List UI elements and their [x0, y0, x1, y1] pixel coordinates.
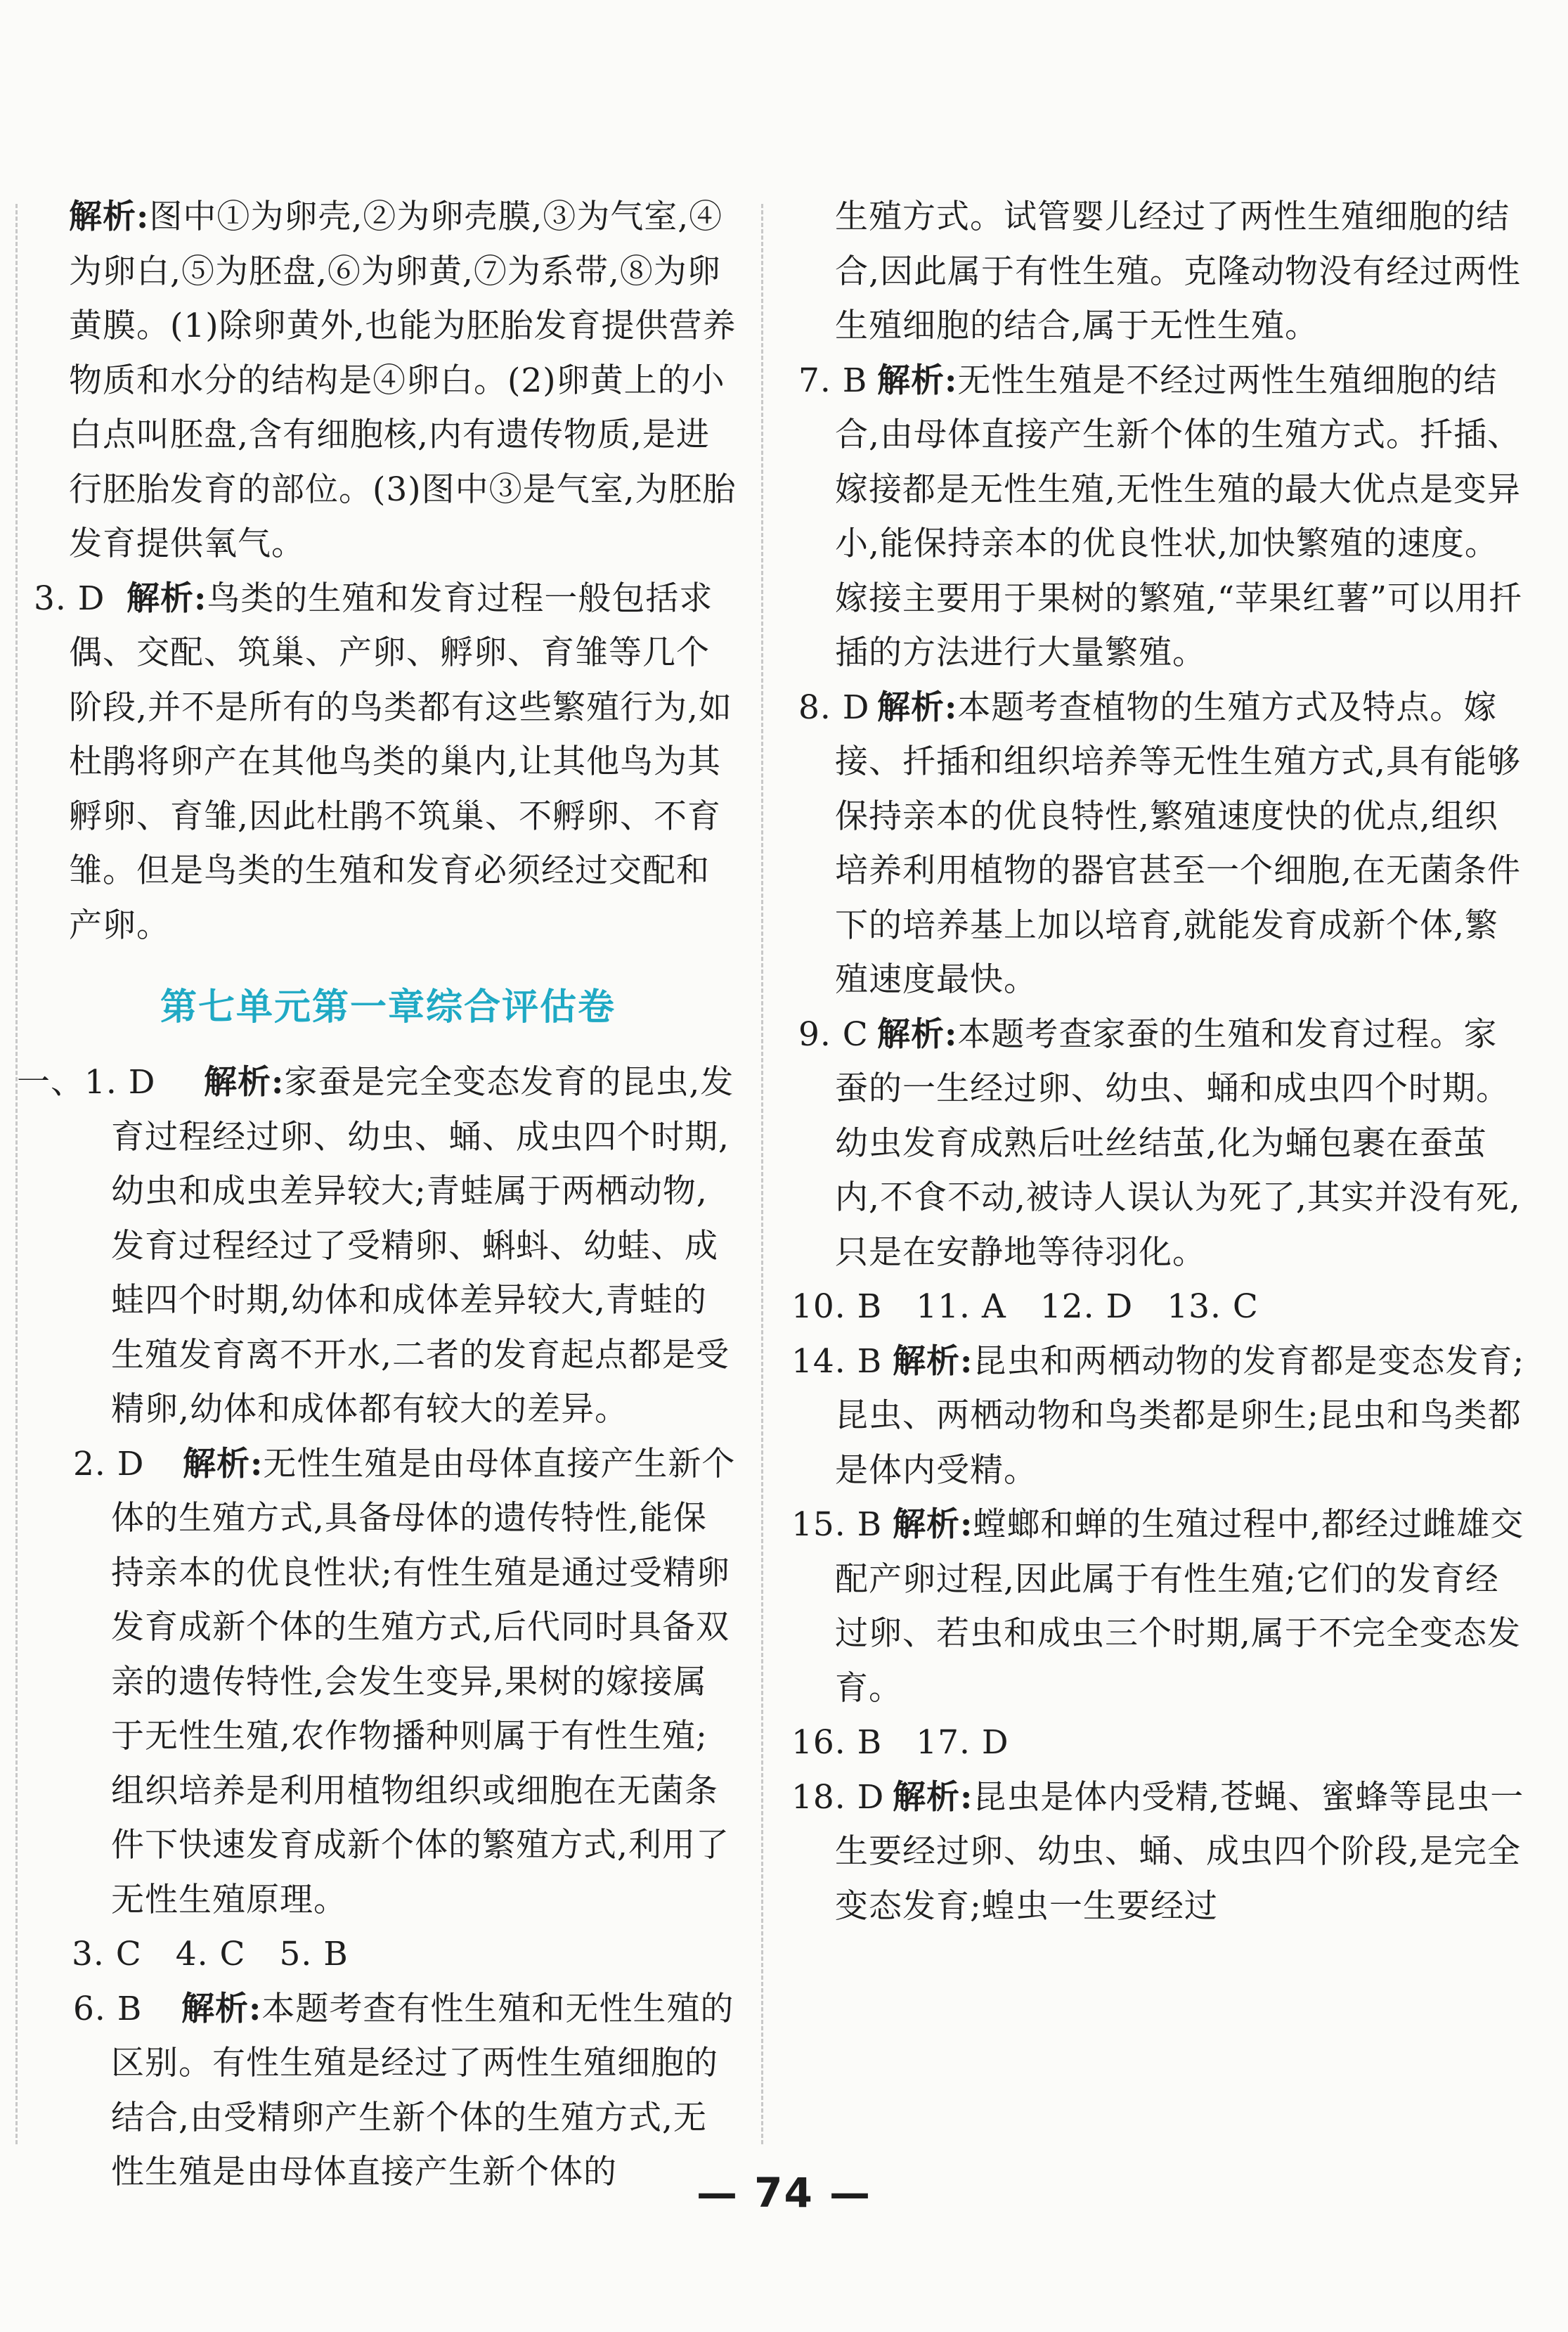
analysis-text: 无性生殖是由母体直接产生新个体的生殖方式,具备母体的遗传特性,能保持亲本的优良性状;有性生殖是通过受精卵发育成新个体的生殖方式,后代同时具备双亲的遗传特性,会发生变异,果树的嫁接属于无性生殖,农作物播种则属于有性生殖;组织培养是利用植物组织或细胞在无菌条件下快速发育成新个体的繁殖方式,利用了无性生殖原理。	[111, 1444, 736, 1919]
analysis-text: 昆虫和两栖动物的发育都是变态发育;昆虫、两栖动物和鸟类都是卵生;昆虫和鸟类都是体内受精。	[835, 1341, 1525, 1490]
answer-item-6	[37, 1982, 739, 2200]
left-column	[17, 190, 739, 2200]
analysis-label: 解析:	[181, 1989, 262, 2028]
answer-number: 18. D	[791, 1777, 885, 1817]
answer-number: 14. B	[791, 1341, 883, 1381]
analysis-text: 本题考查植物的生殖方式及特点。嫁接、扦插和组织培养等无性生殖方式,具有能够保持亲本的优良特性,繁殖速度快的优点,组织培养利用植物的器官甚至一个细胞,在无菌条件下的培养基上加以培育,就能发育成新个体,繁殖速度最快。	[835, 688, 1521, 999]
analysis-label: 解析:	[877, 361, 958, 400]
answer-items-10-13: 10. B 11. A 12. D 13. C	[791, 1287, 1259, 1326]
analysis-text: 家蚕是完全变态发育的昆虫,发育过程经过卵、幼虫、蛹、成虫四个时期,幼虫和成虫差异较大;青蛙属于两栖动物,发育过程经过了受精卵、蝌蚪、幼蛙、成蛙四个时期,幼体和成体差异较大,青蛙的生殖发育离不开水,二者的发育起点都是受精卵,幼体和成体都有较大的差异。	[111, 1063, 734, 1429]
right-column	[787, 190, 1525, 1933]
section-title: 第七单元第一章综合评估卷	[160, 986, 616, 1029]
answer-item-3	[34, 572, 739, 953]
answer-item-7	[787, 354, 1525, 681]
analysis-label: 解析:	[893, 1341, 973, 1381]
analysis-text: 鸟类的生殖和发育过程一般包括求偶、交配、筑巢、产卵、孵卵、育雏等几个阶段,并不是所有的鸟类都有这些繁殖行为,如杜鹃将卵产在其他鸟类的巢内,让其他鸟为其孵卵、育雏,因此杜鹃不筑巢、不孵卵、不育雏。但是鸟类的生殖和发育必须经过交配和产卵。	[69, 579, 732, 945]
answer-number: 6. B	[73, 1989, 143, 2028]
answer-items-3-5: 3. C 4. C 5. B	[72, 1935, 349, 1973]
answer-item-18	[787, 1770, 1525, 1934]
answer-number: 3. D	[34, 579, 105, 618]
analysis-label: 解析:	[877, 1014, 958, 1054]
answer-item-9	[787, 1007, 1525, 1280]
analysis-text: 图中①为卵壳,②为卵壳膜,③为气室,④为卵白,⑤为胚盘,⑥为卵黄,⑦为系带,⑧为卵黄膜。(1)除卵黄外,也能为胚胎发育提供营养物质和水分的结构是④卵白。(2)卵黄上的小白点叫胚盘,含有细胞核,内有遗传物质,是进行胚胎发育的部位。(3)图中③是气室,为胚胎发育提供氧气。	[69, 198, 737, 563]
answer-item-14	[787, 1334, 1525, 1498]
analysis-label: 解析:	[183, 1444, 264, 1483]
answer-item-2	[37, 1437, 739, 1928]
analysis-text: 本题考查家蚕的生殖和发育过程。家蚕的一生经过卵、幼虫、蛹和成虫四个时期。幼虫发育成熟后吐丝结茧,化为蛹包裹在蚕茧内,不食不动,被诗人误认为死了,其实并没有死,只是在安静地等待羽化。	[835, 1014, 1521, 1272]
answer-item-1	[17, 1055, 739, 1437]
answer-number: 15. B	[791, 1505, 883, 1544]
page-number: — 74 —	[696, 2169, 872, 2217]
analysis-text: 昆虫是体内受精,苍蝇、蜜蜂等昆虫一生要经过卵、幼虫、蛹、成虫四个阶段,是完全变态发育;蝗虫一生要经过	[835, 1777, 1524, 1926]
answer-item-15	[787, 1497, 1525, 1715]
analysis-text: 螳螂和蝉的生殖过程中,都经过雌雄交配产卵过程,因此属于有性生殖;它们的发育经过卵、若虫和成虫三个时期,属于不完全变态发育。	[835, 1505, 1524, 1708]
analysis-label: 解析:	[204, 1063, 285, 1102]
analysis-text: 本题考查有性生殖和无性生殖的区别。有性生殖是经过了两性生殖细胞的结合,由受精卵产生新个体的生殖方式,无性生殖是由母体直接产生新个体的	[111, 1989, 734, 2191]
answer-item-6-continued: 生殖方式。试管婴儿经过了两性生殖细胞的结合,因此属于有性生殖。克隆动物没有经过两性生殖细胞的结合,属于无性生殖。	[835, 198, 1521, 345]
analysis-text: 无性生殖是不经过两性生殖细胞的结合,由母体直接产生新个体的生殖方式。扦插、嫁接都是无性生殖,无性生殖的最大优点是变异小,能保持亲本的优良性状,加快繁殖的速度。嫁接主要用于果树的繁殖,“苹果红薯”可以用扦插的方法进行大量繁殖。	[835, 361, 1522, 672]
answer-items-16-17: 16. B 17. D	[791, 1723, 1009, 1762]
answer-item-8	[787, 681, 1525, 1007]
analysis-label: 解析:	[893, 1777, 973, 1817]
answer-number: 7. B	[798, 361, 868, 400]
analysis-label: 解析:	[877, 688, 958, 727]
intro-analysis	[37, 190, 739, 572]
analysis-label: 解析:	[69, 198, 150, 236]
left-margin-dashed-line	[15, 204, 18, 2144]
answer-number: 8. D	[798, 688, 870, 727]
answer-number: 9. C	[798, 1014, 869, 1054]
analysis-label: 解析:	[893, 1505, 973, 1544]
analysis-label: 解析:	[127, 579, 207, 618]
answer-number: 一、1. D	[17, 1063, 156, 1102]
answer-number: 2. D	[73, 1444, 145, 1483]
column-divider-dashed-line	[761, 204, 763, 2144]
